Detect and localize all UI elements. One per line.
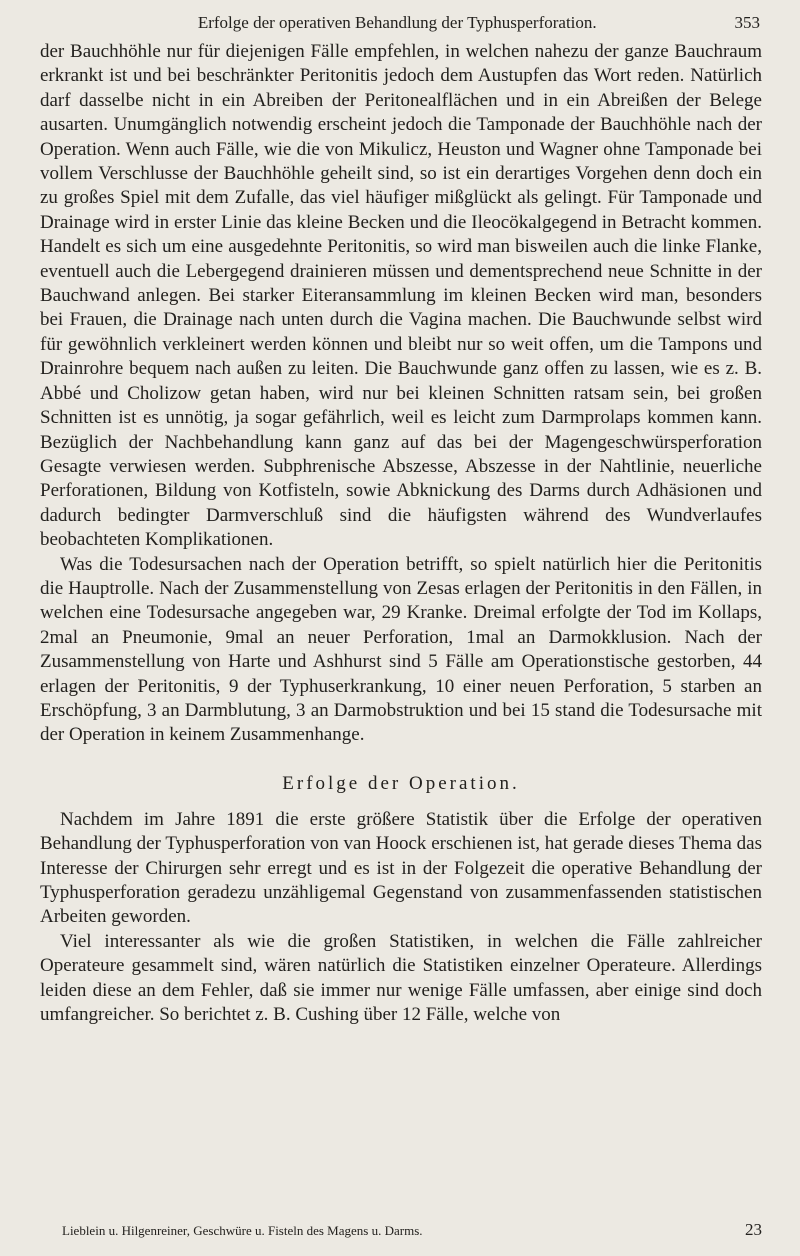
section-heading: Erfolge der Operation. xyxy=(282,772,520,794)
paragraph-bauchhoehle: der Bauchhöhle nur für diejenigen Fälle empfehlen, in welchen nahezu der ganze Bauchraum erkrankt ist und bei beschränkter Peritonitis jedoch dem Austupfen das Wort reden. Natürlich darf dasselbe nicht in ein Abreiben der Peritonealflächen und in ein Abreißen der Belege ausarten. Unumgänglich notwendig erscheint jedoch die Tamponade der Bauchhöhle nach der Operation. Wenn auch Fälle, wie die von Mikulicz, Heuston und Wagner ohne Tamponade bei vollem Verschlusse der Bauchhöhle geheilt sind, so ist ein derartiges Vorgehen denn doch ein zu großes Spiel mit dem Zufalle, das viel häufiger mißglückt als gelingt. Für Tamponade und Drainage wird in erster Linie das kleine Becken und die Ileocökalgegend in Betracht kommen. Handelt es sich um eine ausgedehnte Peritonitis, so wird man bisweilen auch die linke Flanke, eventuell auch die Lebergegend drainieren müssen und dementsprechend neue Schnitte in der Bauchwand anlegen. Bei starker Eiteransammlung im kleinen Becken wird man, besonders bei Frauen, die Drainage nach unten durch die Vagina machen. Die Bauchwunde selbst wird für gewöhnlich verkleinert werden können und bleibt nur so weit offen, um die Tampons und Drainrohre bequem nach außen zu leiten. Die Bauchwunde ganz offen zu lassen, wie es z. B. Abbé und Cholizow getan haben, wird nur bei kleinen Schnitten ratsam sein, bei großen Schnitten ist es unnötig, ja sogar gefährlich, weil es leicht zum Darmprolaps kommen kann. Bezüglich der Nachbehandlung kann ganz auf das bei der Magengeschwürsperforation Gesagte verwiesen werden. Subphrenische Abszesse, Abszesse in der Nahtlinie, neuerliche Perforationen, Bildung von Kotfisteln, sowie Abknickung des Darms durch Adhäsionen und dadurch bedingter Darmverschluß sind die häufigsten während des Wundverlaufes beobachteten Komplikationen. xyxy=(40,41,762,551)
footnote-text: Lieblein u. Hilgenreiner, Geschwüre u. Fisteln des Magens u. Darms. xyxy=(62,1223,423,1238)
page-number: 353 xyxy=(734,13,760,32)
signature-mark: 23 xyxy=(745,1220,762,1239)
body-text xyxy=(40,40,762,1027)
paragraph-statistik: Nachdem im Jahre 1891 die erste größere Statistik über die Erfolge der operativen Behandlung der Typhusperforation von van Hoock erschienen ist, hat gerade dieses Thema das Interesse der Chirurgen sehr erregt und es ist in der Folgezeit die operative Behandlung der Typhusperforation geradezu unzähligemal Gegenstand von zusammenfassenden statistischen Arbeiten geworden. xyxy=(40,808,762,928)
running-title: Erfolge der operativen Behandlung der Typhusperforation. xyxy=(197,13,597,32)
footnote xyxy=(62,1220,762,1240)
paragraph-todesursachen: Was die Todesursachen nach der Operation betrifft, so spielt natürlich hier die Peritonitis die Hauptrolle. Nach der Zusammenstellung von Zesas erlagen der Peritonitis in den Fällen, in welchen eine Todesursache angegeben war, 29 Kranke. Dreimal erfolgte der Tod im Kollaps, 2mal an Pneumonie, 9mal an neuer Perforation, 1mal an Darmokklusion. Nach der Zusammenstellung von Harte und Ashhurst sind 5 Fälle am Operationstische gestorben, 44 erlagen der Peritonitis, 9 der Typhuserkrankung, 10 einer neuen Perforation, 5 starben an Erschöpfung, 3 an Darmblutung, 3 an Darmobstruktion und bei 15 stand die Todesursache mit der Operation in keinem Zusammenhange. xyxy=(40,553,762,746)
page-header xyxy=(60,10,760,36)
paragraph-operateure: Viel interessanter als wie die großen Statistiken, in welchen die Fälle zahlreicher Operateure gesammelt sind, wären natürlich die Statistiken einzelner Operateure. Allerdings leiden diese an dem Fehler, daß sie immer nur wenige Fälle umfassen, aber einige sind doch umfangreicher. So berichtet z. B. Cushing über 12 Fälle, welche von xyxy=(40,930,762,1026)
